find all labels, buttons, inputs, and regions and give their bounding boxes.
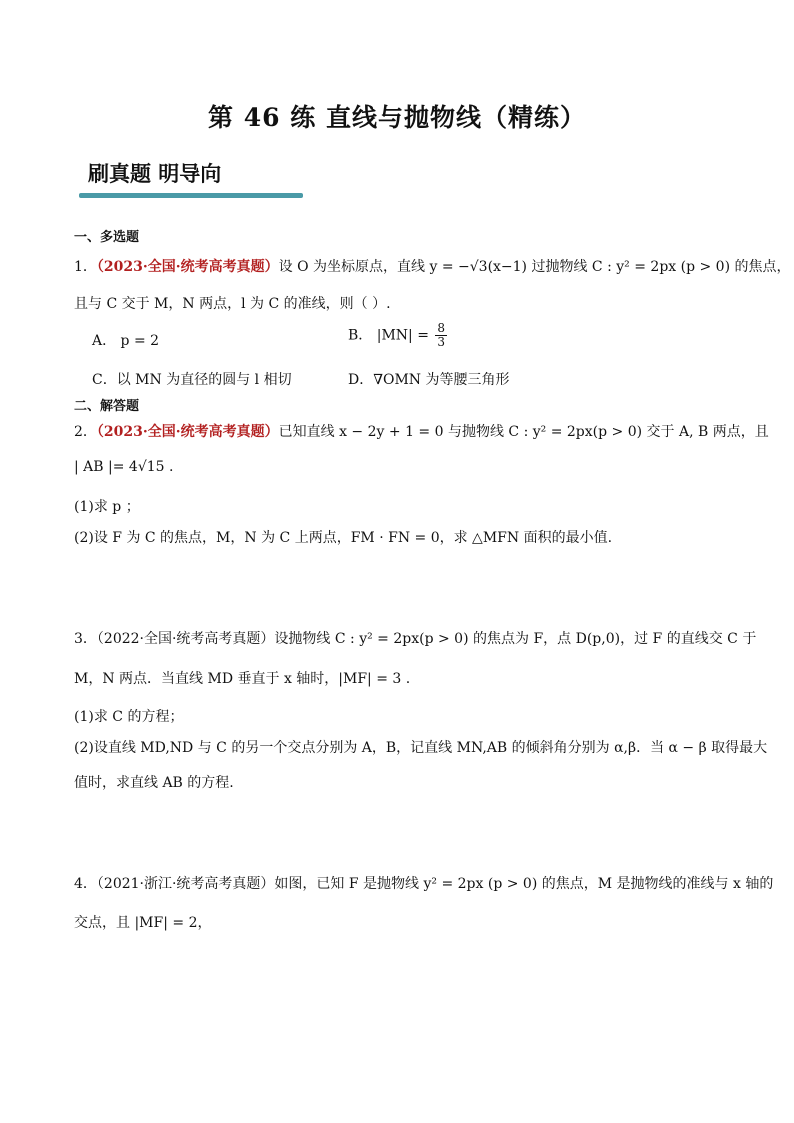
q1-text1: 设 O 为坐标原点，直线 y = −√3(x−1) 过抛物线 C : y² = 2px (p > 0) 的焦点， — [278, 259, 791, 275]
q3-sub1: (1)求 C 的方程； — [74, 709, 184, 725]
q2-source: （2023·全国·统考高考真题） — [96, 424, 279, 440]
q3-sub2b: 值时，求直线 AB 的方程. — [74, 775, 234, 791]
q1-option-d: D．∇OMN 为等腰三角形 — [348, 372, 510, 388]
q2-line1 — [74, 421, 769, 441]
q4-line1: 4．（2021·浙江·统考高考真题）如图，已知 F 是抛物线 y² = 2px (p > 0) 的焦点，M 是抛物线的准线与 x 轴的 — [74, 876, 774, 892]
page-title: 第 46 练 直线与抛物线（精练） — [208, 103, 586, 132]
q1-line1 — [74, 256, 791, 276]
q1-option-a: A． p = 2 — [92, 333, 160, 349]
q3-line1: 3．（2022·全国·统考高考真题）设抛物线 C : y² = 2px(p > 0) 的焦点为 F，点 D(p,0)，过 F 的直线交 C 于 — [74, 631, 757, 647]
fraction-numerator: 8 — [437, 321, 446, 335]
q1-source: （2023·全国·统考高考真题） — [96, 259, 279, 275]
q2-text1: 已知直线 x − 2y + 1 = 0 与抛物线 C : y² = 2px(p > 0) 交于 A, B 两点，且 — [278, 424, 769, 440]
section-banner: 刷真题 明导向 — [88, 162, 222, 186]
q2-sub2: (2)设 F 为 C 的焦点，M，N 为 C 上两点，FM · FN = 0，求 △MFN 面积的最小值. — [74, 530, 613, 546]
q2-number: 2． — [74, 424, 97, 440]
banner-underline — [79, 193, 303, 198]
q2-line2: | AB |= 4√15 . — [74, 459, 174, 475]
q3-sub2a: (2)设直线 MD,ND 与 C 的另一个交点分别为 A，B，记直线 MN,AB 的倾斜角分别为 α,β．当 α − β 取得最大 — [74, 740, 768, 756]
fraction-denominator: 3 — [437, 335, 446, 349]
q1-number: 1． — [74, 259, 97, 275]
q1-option-c: C．以 MN 为直径的圆与 l 相切 — [92, 372, 292, 388]
q1-line2: 且与 C 交于 M，N 两点，l 为 C 的准线，则（ ）. — [74, 296, 391, 312]
q1-option-b — [348, 322, 447, 349]
q1-option-b-fraction — [435, 322, 447, 349]
q2-sub1: (1)求 p ； — [74, 499, 140, 515]
section-heading-multi-choice: 一、多选题 — [74, 230, 140, 245]
q4-line2: 交点，且 |MF| = 2， — [74, 915, 212, 931]
q1-option-b-text: B． |MN| = — [348, 327, 429, 344]
q3-line2: M，N 两点．当直线 MD 垂直于 x 轴时，|MF| = 3 . — [74, 671, 411, 687]
section-heading-answer: 二、解答题 — [74, 399, 140, 414]
